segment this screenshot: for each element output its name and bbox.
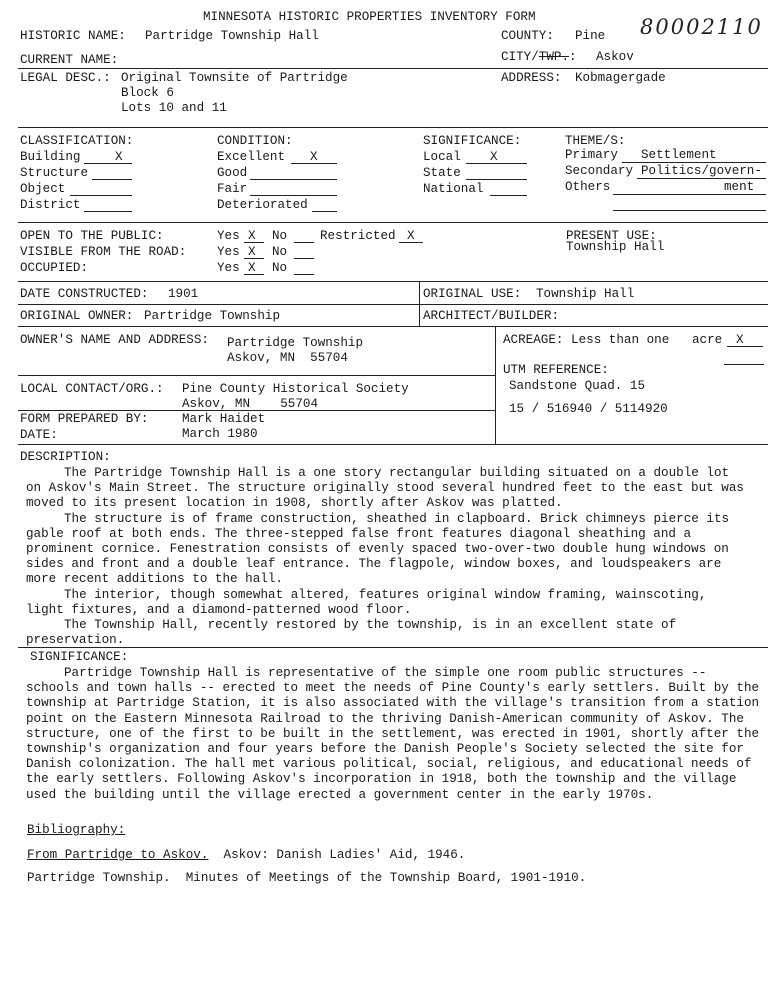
local-contact-line: Askov, MN 55704 xyxy=(182,397,319,411)
date-constructed-value: 1901 xyxy=(168,287,199,301)
classification-district: District xyxy=(20,198,81,212)
historic-name-value: Partridge Township Hall xyxy=(145,29,319,43)
utm-quad: Sandstone Quad. 15 xyxy=(509,379,646,393)
date-label: DATE: xyxy=(20,428,58,442)
classification-object: Object xyxy=(20,182,66,196)
legal-desc-label: LEGAL DESC.: xyxy=(20,71,111,85)
original-use-label: ORIGINAL USE: xyxy=(423,287,522,301)
bibliography-label: Bibliography: xyxy=(27,823,126,837)
open-public-label: OPEN TO THE PUBLIC: xyxy=(20,229,164,243)
county-value: Pine xyxy=(575,29,606,43)
prepared-by-name: Mark Haidet xyxy=(182,412,266,426)
open-yes: Yes xyxy=(217,229,240,243)
theme-secondary: Secondary xyxy=(565,164,634,178)
address-value: Kobmagergade xyxy=(575,71,666,85)
current-name-label: CURRENT NAME: xyxy=(20,53,119,67)
utm-coords: 15 / 516940 / 5114920 xyxy=(509,402,668,416)
classification-building: Building xyxy=(20,150,81,164)
occupied-label: OCCUPIED: xyxy=(20,261,89,275)
open-restricted: Restricted xyxy=(320,229,396,243)
occupied-yes-mark: X xyxy=(248,261,256,275)
theme-primary: Primary xyxy=(565,148,618,162)
open-no: No xyxy=(272,229,288,243)
city-value: Askov xyxy=(596,50,634,64)
significance-paragraph: Partridge Township Hall is representative of the simple one room public structures -- schools and town halls -- erected to meet the needs of Pine County's early settlers. Built by the township at Partridge Station, it is also associated with the village's transition from a station point on the Eastern Minnesota Railroad to the thriving Danish-American community of Askov. The structure, one of the first to be built in the settlement, was erected in 1901, shortly after the township's organization and four years before the Danish People's Society selected the site for Danish colonization. The hall met various political, social, religious, and educational needs of the early settlers. Following Askov's incorporation in 1918, both the township and the village used the building until the village erected a government center in the early 1970s. xyxy=(26,666,760,802)
visible-road-label: VISIBLE FROM THE ROAD: xyxy=(20,245,187,259)
classification-label: CLASSIFICATION: xyxy=(20,134,134,148)
legal-desc-line: Block 6 xyxy=(121,86,174,100)
date-value: March 1980 xyxy=(182,427,258,441)
county-label: COUNTY: xyxy=(501,29,554,43)
date-constructed-label: DATE CONSTRUCTED: xyxy=(20,287,149,301)
bibliography-entry: Partridge Township. Minutes of Meetings of the Township Board, 1901-1910. xyxy=(27,871,587,885)
legal-desc-line: Original Townsite of Partridge xyxy=(121,71,348,85)
theme-primary-value: Settlement xyxy=(641,148,717,162)
acreage-label: ACREAGE: Less than one xyxy=(503,333,670,347)
present-use-label: PRESENT USE: xyxy=(566,229,657,243)
prepared-by-label: FORM PREPARED BY: xyxy=(20,412,149,426)
significance-label: SIGNIFICANCE: xyxy=(30,650,129,664)
visible-no: No xyxy=(272,245,288,259)
acreage-acre: acre xyxy=(692,333,723,347)
owner-label: OWNER'S NAME AND ADDRESS: xyxy=(20,333,209,347)
visible-yes: Yes xyxy=(217,245,240,259)
description-paragraph: The Partridge Township Hall is a one story rectangular building situated on a double lot on Askov's Main Street. The structure originally stood several hundred feet to the east but was moved to its present location in 1908, shortly after Askov was platted. xyxy=(26,466,744,511)
original-use-value: Township Hall xyxy=(536,287,635,301)
classification-structure: Structure xyxy=(20,166,89,180)
significance-local-mark: X xyxy=(490,150,498,164)
description-label: DESCRIPTION: xyxy=(20,450,111,464)
themes-label: THEME/S: xyxy=(565,134,626,148)
local-contact-label: LOCAL CONTACT/ORG.: xyxy=(20,382,164,396)
condition-label: CONDITION: xyxy=(217,134,293,148)
condition-excellent: Excellent xyxy=(217,150,286,164)
occupied-yes: Yes xyxy=(217,261,240,275)
utm-label: UTM REFERENCE: xyxy=(503,363,609,377)
description-text xyxy=(26,466,746,648)
condition-fair: Fair xyxy=(217,182,248,196)
significance-state: State xyxy=(423,166,461,180)
local-contact-line: Pine County Historical Society xyxy=(182,382,409,396)
theme-secondary-value: Politics/govern- xyxy=(641,164,762,178)
city-label: CITY/TWP.: xyxy=(501,50,577,64)
condition-good: Good xyxy=(217,166,248,180)
significance-level-label: SIGNIFICANCE: xyxy=(423,134,522,148)
open-restricted-mark: X xyxy=(407,229,415,243)
present-use-value: Township Hall xyxy=(566,240,665,254)
condition-deteriorated: Deteriorated xyxy=(217,198,308,212)
legal-desc-line: Lots 10 and 11 xyxy=(121,101,227,115)
description-paragraph: The Township Hall, recently restored by the township, is in an excellent state of preservation. xyxy=(26,618,677,648)
architect-label: ARCHITECT/BUILDER: xyxy=(423,309,560,323)
description-paragraph: The interior, though somewhat altered, features original window framing, wainscoting, light fixtures, and a diamond-patterned wood floor. xyxy=(26,587,707,617)
owner-line: Partridge Township xyxy=(227,336,364,350)
address-label: ADDRESS: xyxy=(501,71,562,85)
handwritten-id: 80002110 xyxy=(640,15,763,39)
bibliography-entry: From Partridge to Askov. Askov: Danish Ladies' Aid, 1946. xyxy=(27,848,466,862)
acreage-mark: X xyxy=(736,333,744,347)
description-paragraph: The structure is of frame construction, sheathed in clapboard. Brick chimneys pierce its gable roof at both ends. The three-stepped false front features diagonal sheathing and a prominent cornice. Fenestration consists of evenly spaced two-over-two double hung windows on sides and front and a double leaf entrance. The flagpole, window boxes, and loudspeakers are more recent additions to the hall. xyxy=(26,511,730,587)
open-yes-mark: X xyxy=(248,229,256,243)
form-title: MINNESOTA HISTORIC PROPERTIES INVENTORY FORM xyxy=(203,10,536,24)
significance-local: Local xyxy=(423,150,461,164)
visible-yes-mark: X xyxy=(248,245,256,259)
theme-others: Others xyxy=(565,180,611,194)
occupied-no: No xyxy=(272,261,288,275)
original-owner-label: ORIGINAL OWNER: xyxy=(20,309,134,323)
owner-line: Askov, MN 55704 xyxy=(227,351,348,365)
historic-name-label: HISTORIC NAME: xyxy=(20,29,126,43)
original-owner-value: Partridge Township xyxy=(144,309,281,323)
significance-text xyxy=(26,666,761,803)
condition-excellent-mark: X xyxy=(310,150,318,164)
significance-national: National xyxy=(423,182,484,196)
theme-others-value: ment xyxy=(724,180,755,194)
classification-building-mark: X xyxy=(115,150,123,164)
